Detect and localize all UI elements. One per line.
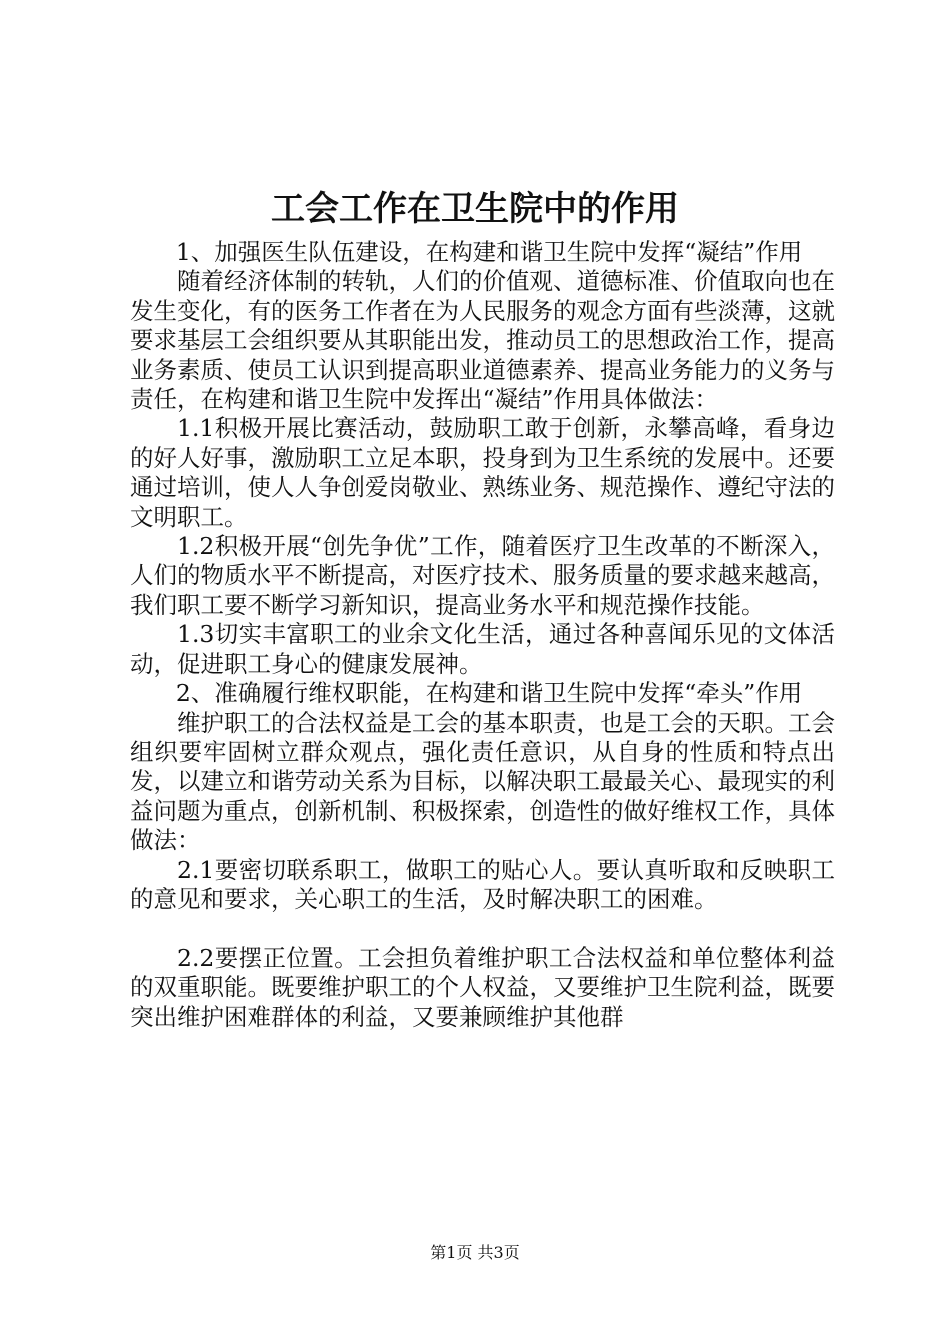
document-body bbox=[130, 238, 835, 1032]
paragraph: 1.1积极开展比赛活动，鼓励职工敢于创新，永攀高峰，看身边的好人好事，激励职工立足本职，投身到为卫生系统的发展中。还要通过培训，使人人争创爱岗敬业、熟练业务、规范操作、遵纪守法的文明职工。 bbox=[130, 414, 835, 531]
paragraph: 1.3切实丰富职工的业余文化生活，通过各种喜闻乐见的文体活动，促进职工身心的健康发展神。 bbox=[130, 620, 835, 678]
page-number: 第1页 共3页 bbox=[430, 1243, 520, 1262]
paragraph: 1.2积极开展“创先争优”工作，随着医疗卫生改革的不断深入，人们的物质水平不断提高，对医疗技术、服务质量的要求越来越高，我们职工要不断学习新知识，提高业务水平和规范操作技能。 bbox=[130, 532, 835, 619]
section-heading-2: 2、准确履行维权职能，在构建和谐卫生院中发挥“牵头”作用 bbox=[175, 679, 803, 708]
blank-line bbox=[130, 914, 835, 943]
document-title: 工会工作在卫生院中的作用 bbox=[271, 189, 679, 229]
paragraph: 维护职工的合法权益是工会的基本职责，也是工会的天职。工会组织要牢固树立群众观点，强化责任意识，从自身的性质和特点出发，以建立和谐劳动关系为目标，以解决职工最最关心、最现实的利益问题为重点，创新机制、积极探索，创造性的做好维权工作，具体做法： bbox=[130, 708, 835, 855]
paragraph: 随着经济体制的转轨，人们的价值观、道德标准、价值取向也在发生变化，有的医务工作者在为人民服务的观念方面有些淡薄，这就要求基层工会组织要从其职能出发，推动员工的思想政治工作，提高业务素质、使员工认识到提高职业道德素养、提高业务能力的义务与责任，在构建和谐卫生院中发挥出“凝结”作用具体做法： bbox=[130, 267, 835, 414]
section-heading-1: 1、加强医生队伍建设，在构建和谐卫生院中发挥“凝结”作用 bbox=[175, 238, 803, 266]
paragraph: 2.1要密切联系职工，做职工的贴心人。要认真听取和反映职工的意见和要求，关心职工的生活，及时解决职工的困难。 bbox=[130, 855, 835, 913]
paragraph: 2.2要摆正位置。工会担负着维护职工合法权益和单位整体利益的双重职能。既要维护职工的个人权益，又要维护卫生院利益，既要突出维护困难群体的利益，又要兼顾维护其他群 bbox=[130, 943, 835, 1031]
